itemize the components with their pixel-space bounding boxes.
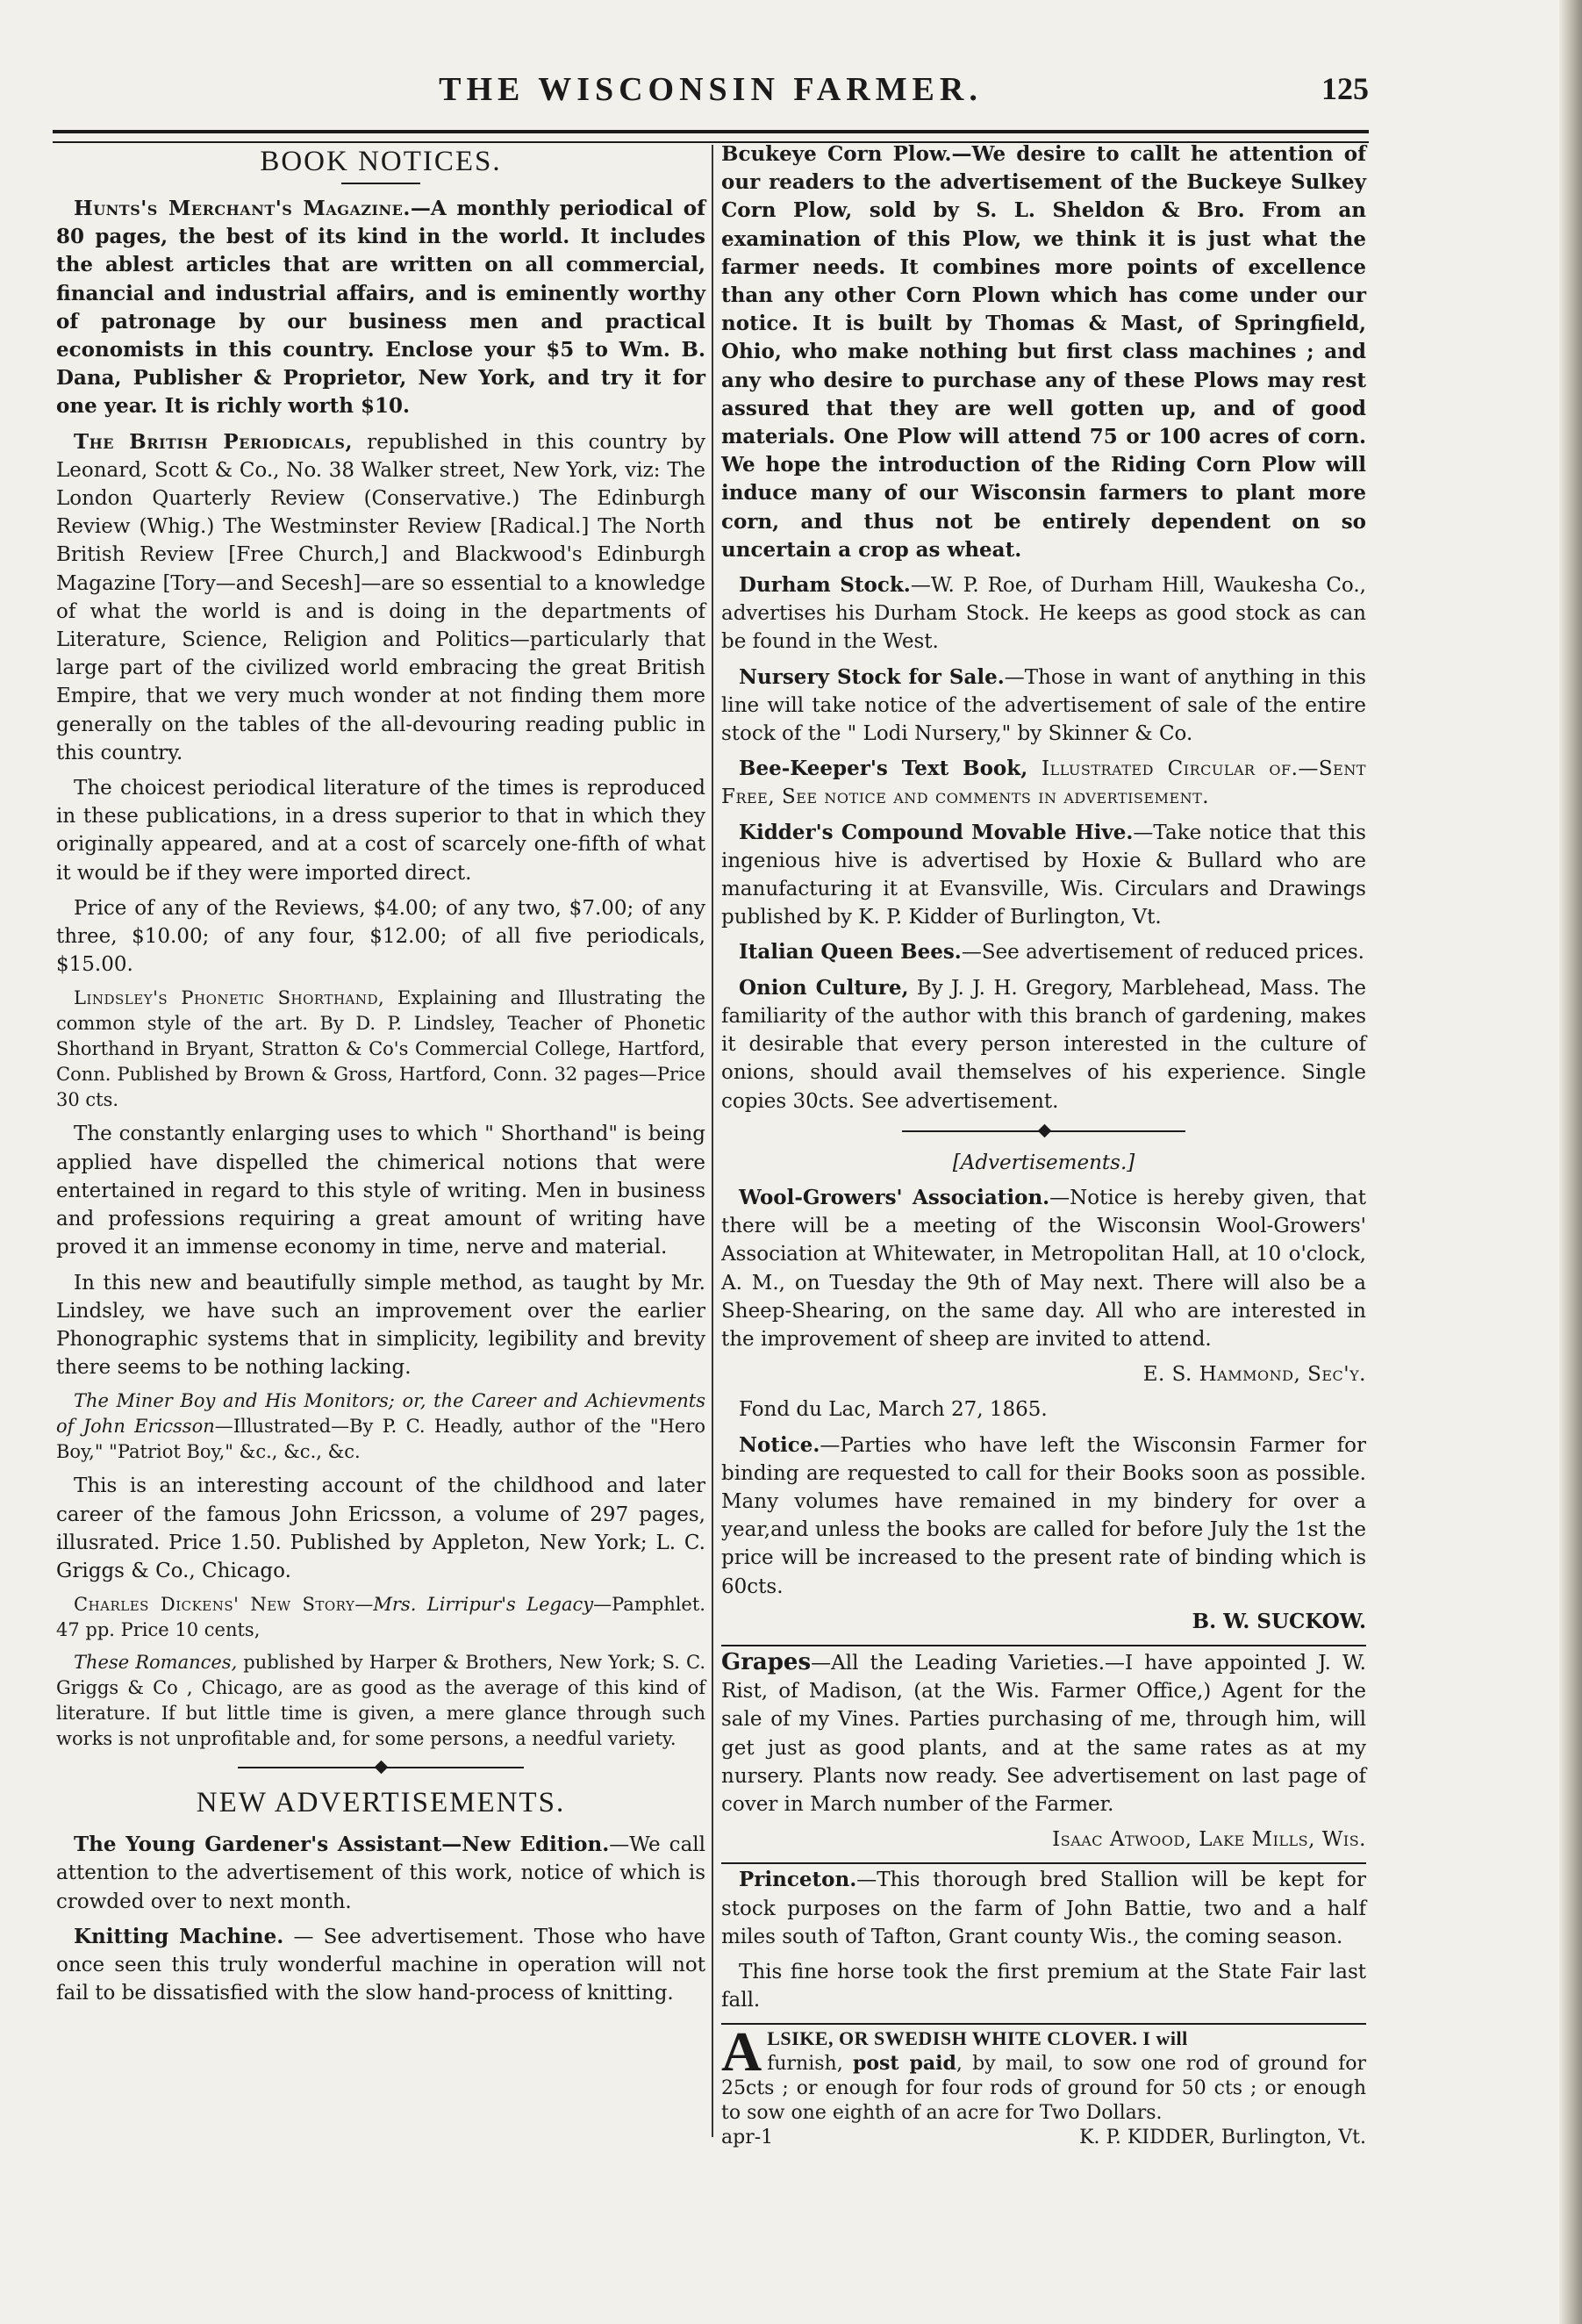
notice-body: —See advertisement of reduced prices. <box>961 941 1364 965</box>
alsike-body-a: furnish, <box>767 2053 853 2076</box>
notice-title: —Mrs. Lirripur's Legacy <box>354 1594 594 1616</box>
notice-body: —Illustrated—By P. C. Headly, author of the "Hero Boy," "Patriot Boy," &c., &c., &c. <box>56 1416 706 1463</box>
notice-body: —A monthly periodical of 80 pages, the best of its kind in the world. It includes the ablest articles that are written on all commercial, financial and industrial affairs, and is eminently worthy of patronage by our business men and practical economists in this country. Enclose your $5 to Wm. B. Dana, Publisher & Proprietor, New York, and try it for one year. It is richly worth $10. <box>56 197 705 419</box>
notice-lindsley-shorthand <box>56 986 705 1113</box>
advertisements-label: [Advertisements.] <box>952 1151 1135 1174</box>
notice-italian-bees <box>721 938 1366 966</box>
alsike-footer <box>721 2126 1366 2150</box>
notice-body: —Take notice that this ingenious hive is advertised by Hoxie & Bullard who are manufacturing it at Evansville, Wis. Circulars and Drawings published by K. P. Kidder of Burlington, Vt. <box>721 821 1366 929</box>
notice-lindsley-paragraph-2: In this new and beautifully simple method, as taught by Mr. Lindsley, we have such an improvement over the earlier Phonographic systems that in simplicity, legibility and brevity there seems to be nothing lacking. <box>56 1271 705 1380</box>
notice-lead: Bee-Keeper's Text Book, <box>739 757 1028 781</box>
notice-body: —W. P. Roe, of Durham Hill, Waukesha Co., advertises his Durham Stock. He keeps as good stock as can be found in the West. <box>721 574 1366 654</box>
wool-signature: E. S. Hammond, Sec'y. <box>1142 1363 1366 1387</box>
alsike-code: apr-1 <box>721 2127 774 2149</box>
notice-lead: Wool-Growers' Association. <box>739 1185 1050 1209</box>
notice-british-periodicals <box>56 428 705 767</box>
new-advertisements-title: NEW ADVERTISEMENTS. <box>196 1787 566 1819</box>
notice-lead: Bcukeye Corn Plow. <box>721 142 952 166</box>
notice-british-prices: Price of any of the Reviews, $4.00; of any two, $7.00; of any three, $10.00; of any four, $12.00; of all five periodicals, $15.00. <box>56 896 705 977</box>
notice-grapes <box>721 1648 1366 1818</box>
notice-lead: Grapes <box>721 1648 812 1675</box>
notice-onion-culture <box>721 974 1366 1115</box>
notice-lead: The Miner Boy and His Monitors; or, the Career and Achievments of John Ericsson <box>56 1390 705 1438</box>
notice-body: —Notice is hereby given, that there will be a meeting of the Wisconsin Wool-Growers' Association at Whitewater, in Metropolitan Hall, at 10 o'clock, A. M., on Tuesday the 9th of May next. There will also be a Sheep-Shearing, on the same day. All who are interested in the improvement of sheep are invited to attend. <box>721 1186 1366 1351</box>
notice-bee-keeper <box>721 755 1366 811</box>
alsike-ad <box>721 2020 1366 2150</box>
title-ornament <box>341 183 420 184</box>
notice-lead: These Romances, <box>74 1652 238 1674</box>
wool-dateline: Fond du Lac, March 27, 1865. <box>739 1398 1048 1422</box>
alsike-body-b: post paid <box>852 2052 956 2076</box>
notice-princeton <box>721 1866 1366 1951</box>
page-number: 125 <box>1321 71 1369 106</box>
notice-body: —Parties who have left the Wisconsin Farmer for binding are requested to call for their Books soon as possible. Many volumes have remained in my bindery for over a year,and unless the books are called for before July the 1st the price will be increased to the present rate of binding which is 60cts. <box>721 1433 1366 1598</box>
masthead: THE WISCONSIN FARMER. <box>439 71 983 108</box>
running-head <box>53 63 1369 116</box>
notice-body: —We call attention to the advertisement of this work, notice of which is crowded over to next month. <box>56 1833 705 1913</box>
alsike-dropcap: A <box>721 2020 762 2084</box>
notice-buckeye-plow <box>721 140 1366 564</box>
alsike-body-c: , by mail, to sow one rod of ground for 25cts ; or enough for four rods of ground for 50 cts ; or enough to sow one eighth of an acre for Two Dollars. <box>721 2053 1366 2125</box>
notice-lead: Italian Queen Bees. <box>739 940 962 965</box>
grapes-signature: Isaac Atwood, Lake Mills, Wis. <box>1052 1828 1366 1852</box>
notice-body: —We desire to callt he attention of our readers to the advertisement of the Buckeye Sulkey Corn Plow, sold by S. L. Sheldon & Bro. From an examination of this Plow, we think it is just what the farmer needs. It combines more points of excellence than any other Corn Plown which has come under our notice. It is built by Thomas & Mast, of Springfield, Ohio, who make nothing but first class machines ; and any who desire to purchase any of these Plows may rest assured that they are well gotten up, and of good materials. One Plow will attend 75 or 100 acres of corn. We hope the introduction of the Riding Corn Plow will induce many of our Wisconsin farmers to plant more corn, and thus not be entirely dependent on so uncertain a crop as wheat. <box>721 142 1366 562</box>
section-divider <box>56 1761 705 1775</box>
alsike-signature: K. P. KIDDER, Burlington, Vt. <box>1079 2127 1366 2149</box>
right-column <box>721 140 1366 2150</box>
book-notices-title: BOOK NOTICES. <box>260 146 502 177</box>
wool-signature-row <box>721 1360 1366 1388</box>
notice-miner-paragraph: This is an interesting account of the childhood and later career of the famous John Ericsson, a volume of 297 pages, illusrated. Price 1.50. Published by Appleton, New York; L. C. Griggs & Co., Chicago. <box>56 1474 705 1582</box>
notice-body: —Those in want of anything in this line will take notice of the advertisement of sale of the entire stock of the " Lodi Nursery," by Skinner & Co. <box>721 665 1366 746</box>
page-edge-strip <box>1559 0 1582 2324</box>
notice-nursery-stock <box>721 663 1366 749</box>
grapes-signature-row <box>721 1825 1366 1854</box>
notice-hunts-magazine <box>56 195 705 421</box>
notice-body: —This thorough bred Stallion will be kept for stock purposes on the farm of John Battie, two and a half miles south of Tafton, Grant county Wis., the coming season. <box>721 1869 1366 1948</box>
notice-young-gardener <box>56 1831 705 1916</box>
left-column <box>56 140 705 2014</box>
princeton-ad <box>721 1862 1366 2014</box>
notice-lead: Onion Culture, <box>739 975 909 1000</box>
notice-body: —All the Leading Varieties.—I have appointed J. W. Rist, of Madison, (at the Wis. Farmer Office,) Agent for the sale of my Vines. Parties purchasing of me, through him, will get just as good plants, and at the same rates as at my nursery. Plants now ready. See advertisement on last page of cover in March number of the Farmer. <box>721 1651 1366 1816</box>
notice-body: republished in this country by Leonard, Scott & Co., No. 38 Walker street, New York, viz: The London Quarterly Review (Conservative.) The Edinburgh Review (Whig.) The Westminster Review [Radical.] The North British Review [Free Church,] and Blackwood's Edinburgh Magazine [Tory—and Secesh]—are so essential to a knowledge of what the world is and is doing in the departments of Literature, Science, Religion and Politics—particularly that large part of the civilized world embracing the great British Empire, that we very much wonder at not finding them more generally on the tables of the all-devouring reading public in this country. <box>56 430 705 764</box>
notice-body: — See advertisement. Those who have once seen this truly wonderful machine in operation will not fail to be dissatisfied with the slow hand-process of knitting. <box>56 1925 706 2005</box>
notice-lead: Kidder's Compound Movable Hive. <box>739 820 1134 844</box>
section-divider <box>721 1124 1366 1138</box>
notice-lead: Nursery Stock for Sale. <box>739 664 1005 689</box>
notice-body: —Pamphlet. 47 pp. Price 10 cents, <box>56 1594 705 1641</box>
notice-miner-boy <box>56 1388 705 1465</box>
grapes-ad <box>721 1645 1366 1854</box>
notice-lead: Notice. <box>739 1432 820 1457</box>
binding-signature: B. W. SUCKOW. <box>1192 1609 1366 1633</box>
notice-lead: Princeton. <box>739 1868 857 1892</box>
notice-romances <box>56 1650 705 1752</box>
alsike-body <box>721 2051 1366 2126</box>
princeton-paragraph: This fine horse took the first premium at the State Fair last fall. <box>721 1960 1366 2012</box>
notice-lead: Lindsley's Phonetic Shorthand, <box>74 987 385 1009</box>
notice-lead: The British Periodicals, <box>74 429 353 454</box>
notice-knitting-machine <box>56 1923 705 2008</box>
notice-lead: Hunts's Merchant's Magazine. <box>74 197 411 220</box>
notice-body: By J. J. H. Gregory, Marblehead, Mass. The familiarity of the author with this branch of gardening, makes it desirable that every person interested in the culture of onions, should avail themselves of his experience. Single copies 30cts. See advertisement. <box>721 976 1367 1113</box>
notice-lead: Knitting Machine. <box>74 1924 284 1948</box>
notice-british-paragraph: The choicest periodical literature of the times is reproduced in these publications, in a dress superior to that in which they originally appeared, and at a cost of scarcely one-fifth of what it would be if they were imported direct. <box>56 777 705 885</box>
notice-body: published by Harper & Brothers, New York; S. C. Griggs & Co , Chicago, are as good as the average of this kind of literature. If but little time is given, a mere glance through such works is not unprofitable and, for some persons, a needful variety. <box>56 1652 705 1750</box>
notice-lindsley-paragraph: The constantly enlarging uses to which " Shorthand" is being applied have dispelled the chimerical notions that were entertained in regard to this style of writing. Men in business and professions requiring a great amount of writing have proved it an immense economy in time, nerve and material. <box>56 1123 705 1259</box>
notice-body: Illustrated Circular of.—Sent Free, See notice and comments in advertisement. <box>721 757 1366 809</box>
notice-body: Explaining and Illustrating the common style of the art. By D. P. Lindsley, Teacher of Phonetic Shorthand in Bryant, Stratton & Co's Commercial College, Hartford, Conn. Published by Brown & Gross, Hartford, Conn. 32 pages—Price 30 cts. <box>56 987 705 1111</box>
notice-durham-stock <box>721 571 1366 656</box>
notice-kidder-hive <box>721 819 1366 932</box>
notice-lead: Charles Dickens' New Story <box>74 1594 355 1616</box>
binding-signature-row <box>721 1608 1366 1636</box>
notice-lead: Durham Stock. <box>739 573 911 598</box>
notice-lead: The Young Gardener's Assistant—New Edition. <box>74 1833 610 1857</box>
notice-wool-growers <box>721 1184 1366 1353</box>
alsike-heading: LSIKE, OR SWEDISH WHITE CLOVER. I will <box>767 2027 1188 2050</box>
notice-dickens <box>56 1592 705 1643</box>
column-rule <box>712 145 713 2137</box>
notice-binding <box>721 1431 1366 1601</box>
